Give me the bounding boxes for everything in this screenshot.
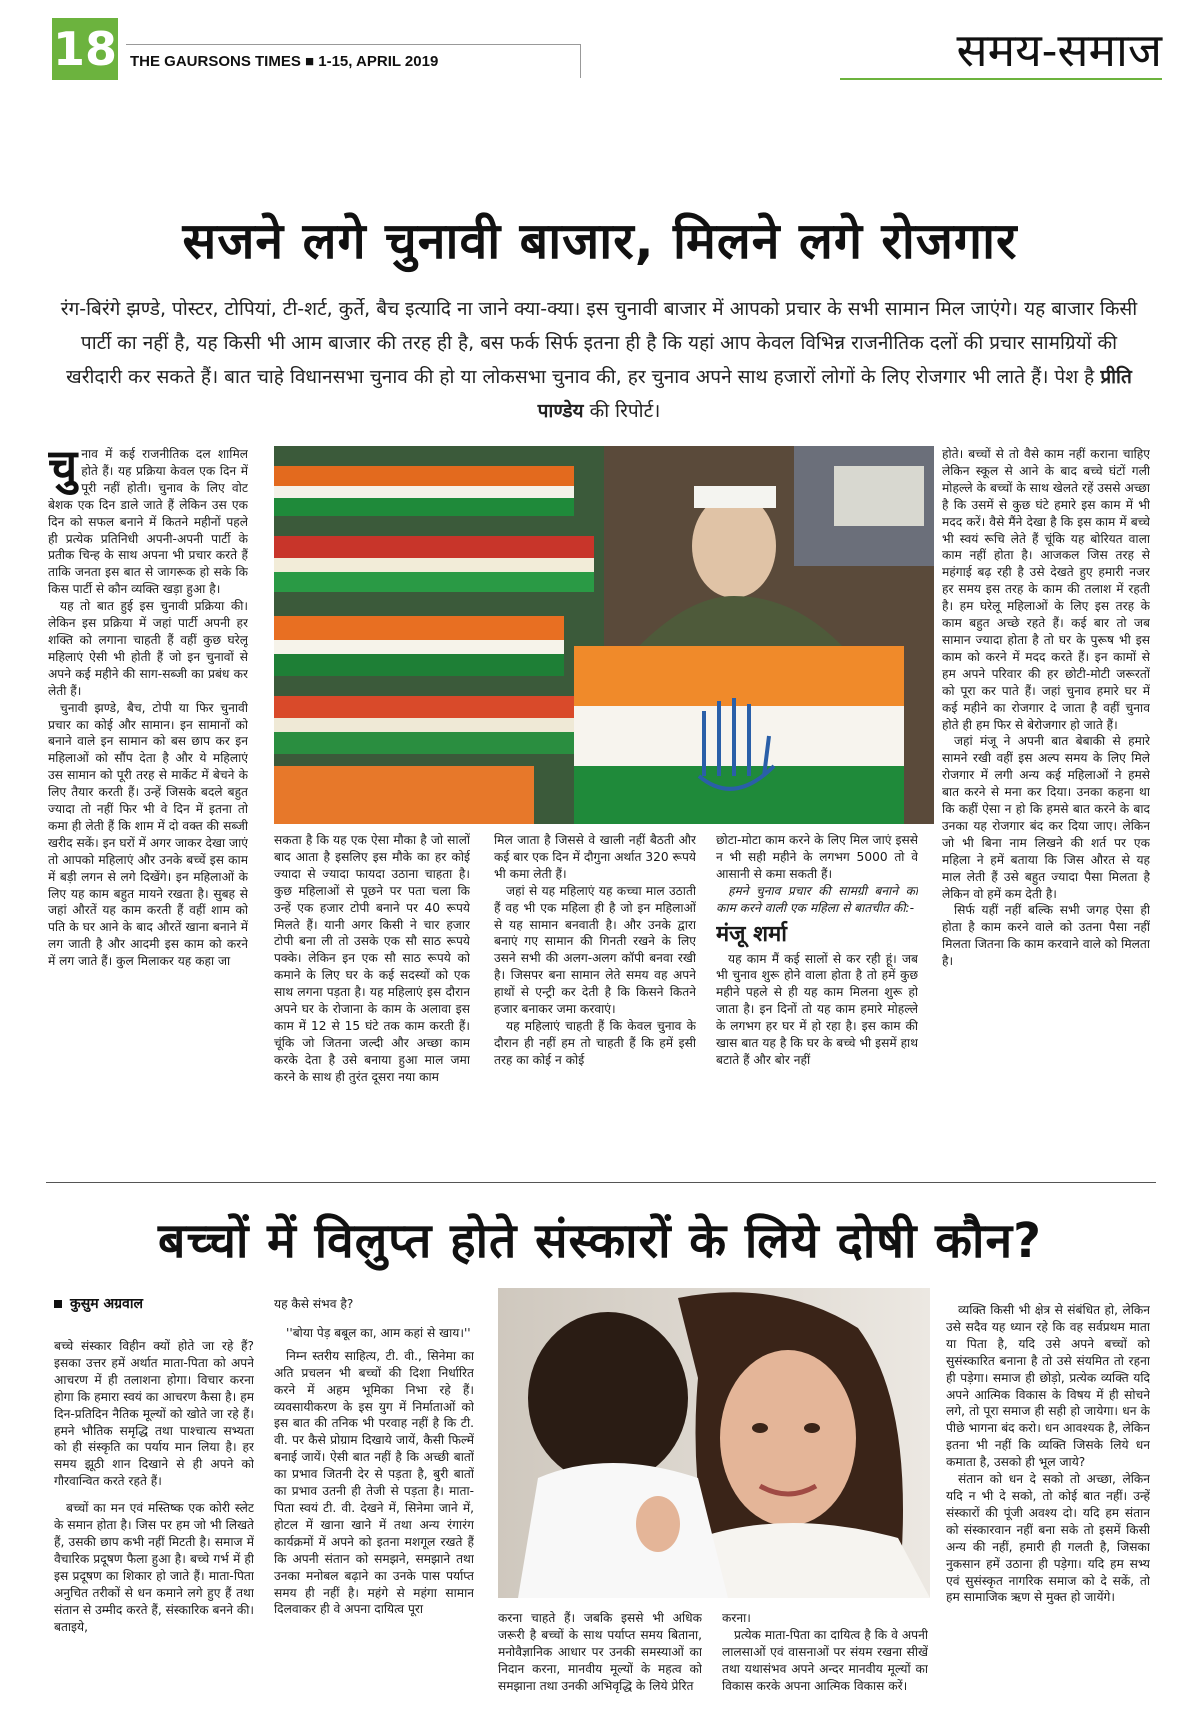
article2-column-5 <box>946 1302 1150 1718</box>
article-divider <box>46 1182 1156 1183</box>
paragraph: यह कैसे संभव है? <box>274 1297 354 1311</box>
intro-end: की रिपोर्ट। <box>589 400 661 422</box>
article1-intro <box>54 292 1144 428</box>
article1-column-2 <box>274 832 470 1168</box>
article2-column-2 <box>274 1296 474 1718</box>
article1-column-4 <box>716 832 918 1168</box>
quote: ''बोया पेड़ बबूल का, आम कहां से खाय।'' <box>286 1325 471 1340</box>
paragraph: संतान को धन दे सको तो अच्छा, लेकिन यदि न भी दे सको, तो कोई बात नहीं। उन्हें संस्कारों की पूंजी अवश्य दो। यदि हम संतान को संस्कारवान नहीं बना सके तो इसमें किसी अन्य की नहीं, हमारी ही गलती है, जिसका नुकसान हमें उठाना ही पड़ेगा। यदि हम सभ्य एवं सुसंस्कृत नागरिक समाज को दे सकें, तो हम सामाजिक ऋण से मुक्त हो जायेंगे। <box>946 1472 1150 1605</box>
paragraph: व्यक्ति किसी भी क्षेत्र से संबंधित हो, लेकिन उसे सदैव यह ध्यान रहे कि वह सर्वप्रथम माता या पिता है, यदि उसे अपने बच्चों को सुसंस्कारित बनाना है तो उसे संयमित तो रहना ही पड़ेगा। समाज ही छोड़ो, प्रत्येक व्यक्ति यदि अपने आत्मिक विकास के विषय में ही सोचने लगे, तो पूरा समाज ही सही हो जायेगा। धन के पीछे भागना बंद करो। धन आवश्यक है, लेकिन इतना भी नहीं कि व्यक्ति जिसके लिये धन कमाता है, उसको ही भूल जाये? <box>946 1303 1150 1470</box>
dropcap: चु <box>48 446 78 493</box>
article2-column-3 <box>498 1610 702 1718</box>
paragraph: जहां से यह महिलाएं यह कच्चा माल उठाती हैं वह भी एक महिला ही है जो इन महिलाओं से यह सामान बनवाती है। और उनके द्वारा बनाएं गए सामान की गिनती रखने के लिए उसने सभी की अलग-अलग कॉपी बनवा रखी है। जिसपर बना सामान लेते समय वह अपने हाथों से एन्ट्री कर देती है कि किसने कितने हजार बनाकर जमा करवाएं। <box>494 883 696 1017</box>
paragraph: चुनावी झण्डे, बैच, टोपी या फिर चुनावी प्रचार का कोई और सामान। इन सामानों को बनाने वाले इन सामान को बस छाप कर इन महिलाओं को सौंप देता है और ये महिलाएं उस सामान को पूरी तरह से मार्केट में बेचने के लिए तैयार करती हैं। उन्हें जिसके बदले बहुत ज्यादा तो नहीं फिर भी वे दिन में इतना तो कमा ही लेती हैं कि शाम में दो वक्त की सब्जी खरीद सकें। इन घरों में अगर जाकर देखा जाएं तो आपको महिलाएं और उनके बच्चें इस काम में बड़ी लगन से लगे दिखेंगे। इन महिलाओं के लिए यह काम बहुत मायने रखता है। सुबह से जहां औरतें यह काम करती हैं वहीं शाम को पति के घर आने के बाद औरतें खाना बनाने में लग जाती है और आदमी इस काम को करने में लग जाते हैं। कुल मिलाकर यह कहा जा <box>48 700 248 969</box>
paragraph: मिल जाता है जिससे वे खाली नहीं बैठती और कई बार एक दिन में दौगुना अर्थात 320 रूपये भी कमा लेती हैं। <box>494 833 696 881</box>
interviewee-name: मंजू शर्मा <box>716 921 787 947</box>
masthead: THE GAURSONS TIMES ■ 1-15, APRIL 2019 <box>126 44 581 78</box>
paragraph: छोटा-मोटा काम करने के लिए मिल जाएं इससे न भी सही महीने के लगभग 5000 तो वे आसानी से कमा सकती हैं। <box>716 833 918 881</box>
paragraph: जहां मंजू ने अपनी बात बेबाकी से हमारे सामने रखी वहीं इस अल्प समय के लिए मिले रोजगार में लगी अन्य कई महिलाओं ने हमसे बात करने से मना कर दिया। उनका कहना था कि कहीं ऐसा न हो कि हमसे बात करने के बाद उनका यह रोजगार बंद कर दिया जाए। लेकिन जो भी बिना नाम लिखने की शर्त पर एक महिला ने हमें बताया कि जिस औरत से यह माल लेती हैं उसे बहुत ज्यादा पैसा मिलता है लेकिन वो हमें कम देती है। <box>942 734 1150 901</box>
section-title: समय-समाज <box>956 23 1162 77</box>
paragraph: करना। <box>722 1611 751 1625</box>
article2-column-1 <box>54 1338 254 1718</box>
article2-headline: बच्चों में विलुप्त होते संस्कारों के लिये दोषी कौन? <box>158 1213 1042 1269</box>
election-market-photo <box>274 446 934 824</box>
intro-author: प्रीति पाण्डेय <box>537 366 1132 422</box>
mother-child-photo <box>498 1288 930 1598</box>
article1-column-3 <box>494 832 696 1168</box>
intro-text: रंग-बिरंगे झण्डे, पोस्टर, टोपियां, टी-शर्ट, कुर्ते, बैच इत्यादि ना जाने क्या-क्या। इस चुनावी बाजार में आपको प्रचार के सभी सामान मिल जाएंगे। यह बाजार किसी पार्टी का नहीं है, यह किसी भी आम बाजार की तरह ही है, बस फर्क सिर्फ इतना ही है कि यहां आप केवल विभिन्न राजनीतिक दलों की प्रचार सामग्रियों की खरीदारी कर सकते हैं। बात चाहे विधानसभा चुनाव की हो या लोकसभा चुनाव की, हर चुनाव अपने साथ हजारों लोगों के लिए रोजगार भी लाते हैं। पेश है <box>60 298 1138 388</box>
paragraph: यह तो बात हुई इस चुनावी प्रक्रिया की। लेकिन इस प्रक्रिया में जहां पार्टी अपनी हर शक्ति को लगाना चाहती हैं वहीं कुछ घरेलू महिलाएं ऐसी भी होती हैं जो इन चुनावों से अपने कई महीने की साग-सब्जी का प्रबंध कर लेती हैं। <box>48 599 248 698</box>
article1-column-5 <box>942 446 1150 1168</box>
article1-headline: सजने लगे चुनावी बाजार, मिलने लगे रोजगार <box>182 212 1018 270</box>
article2-column-4 <box>722 1610 928 1718</box>
paragraph: करना चाहते हैं। जबकि इससे भी अधिक जरूरी है बच्चों के साथ पर्याप्त समय बिताना, मनोवैज्ञानिक आधार पर उनकी समस्याओं का निदान करना, मानवीय मूल्यों के महत्व को समझाना तथा उनकी अभिवृद्धि के लिये प्रेरित <box>498 1611 702 1693</box>
paragraph: प्रत्येक माता-पिता का दायित्व है कि वे अपनी लालसाओं एवं वासनाओं पर संयम रखना सीखें तथा यथासंभव अपने अन्दर मानवीय मूल्यों का विकास करके अपना आत्मिक विकास करें। <box>722 1627 928 1693</box>
byline-square <box>54 1300 62 1308</box>
paragraph: सकता है कि यह एक ऐसा मौका है जो सालों बाद आता है इसलिए इस मौके का हर कोई ज्यादा से ज्यादा फायदा उठाना चाहता है। कुछ महिलाओं से पूछने पर पता चला कि उन्हें एक हजार टोपी बनाने पर 40 रूपये मिलते हैं। यानी अगर किसी ने चार हजार टोपी बना ली तो उसके एक सौ साठ रूपये पक्के। लेकिन इन एक सौ साठ रूपये को कमाने के लिए घर के कई सदस्यों को एक साथ लगना पड़ता है। यह महिलाएं इस दौरान अपने घर के रोजाना के काम के अलावा इस काम में 12 से 15 घंटे तक काम करती हैं। चूंकि जो जितना जल्दी और अच्छा काम करके देता है उसे बनाया हुआ माल जमा करने के साथ ही तुरंत दूसरा नया काम <box>274 833 470 1084</box>
paragraph: निम्न स्तरीय साहित्य, टी. वी., सिनेमा का अति प्रचलन भी बच्चों की दिशा निर्धारित करने में अहम भूमिका निभा रहे हैं। व्यवसायीकरण के इस युग में निर्माताओं को इस बात की तनिक भी परवाह नहीं है कि टी. वी. पर कैसे प्रोग्राम दिखाये जायें, कैसी फिल्में बनाई जायें। ऐसी बात नहीं है कि अच्छी बातों का प्रभाव जितनी देर से पड़ता है, बुरी बातों का प्रभाव उतनी ही तेजी से पड़ता है। माता-पिता स्वयं टी. वी. देखने में, सिनेमा जाने में, होटल में खाना खाने में तथा अन्य रंगारंग कार्यक्रमों में अपने को इतना मशगूल रखते हैं कि अपनी संतान को समझने, समझाने तथा उनका मनोबल बढ़ाने का उनके पास पर्याप्त समय ही नहीं है। महंगे से महंगा सामान दिलवाकर ही वे अपना दायित्व पूरा <box>274 1348 474 1617</box>
paragraph: होते। बच्चों से तो वैसे काम नहीं कराना चाहिए लेकिन स्कूल से आने के बाद बच्चे घंटों गली मोहल्ले के बच्चों के साथ खेलते रहें उससे अच्छा है कि उसमें से कुछ घंटे हमारे इस काम में भी मदद करें। वैसे मैंने देखा है कि इस काम में बच्चे भी स्वयं रूचि लेते हैं चूंकि यह बोरियत वाला काम नहीं होता है। आजकल जिस तरह से महंगाई बढ़ रही है उसे देखते हुए हमारी नजर हर समय इस तरह के काम की तलाश में रहती है। हम घरेलू महिलाओं के लिए इस तरह के काम बहुत अच्छे रहते हैं। कई बार तो जब सामान ज्यादा होता है तो घर के पुरूष भी इस काम को करने में मदद करते हैं। इन कामों से हम अपने परिवार की हर छोटी-मोटी जरूरतों को पूरा कर पाते हैं। जहां चुनाव हमारे घर में कई महीने का रोजगार दे जाता है वहीं चुनाव होते ही हम फिर से बेरोजगार हो जाते हैं। <box>942 447 1150 732</box>
paragraph: यह महिलाएं चाहती हैं कि केवल चुनाव के दौरान ही नहीं हम तो चाहती हैं कि हमें इसी तरह का कोई न कोई <box>494 1018 696 1067</box>
article2-byline <box>54 1294 254 1313</box>
interview-note: हमने चुनाव प्रचार की सामग्री बनाने का काम करने वाली एक महिला से बातचीत की:- <box>716 883 918 915</box>
page-number: 18 <box>52 18 118 80</box>
paragraph: सिर्फ यहीं नहीं बल्कि सभी जगह ऐसा ही होता है काम करने वाले को उतना पैसा नहीं मिलता जितना कि काम करवाने वाले को मिलता है। <box>942 903 1150 969</box>
paragraph: बच्चों का मन एवं मस्तिष्क एक कोरी स्लेट के समान होता है। जिस पर हम जो भी लिखते हैं, उसकी छाप कभी नहीं मिटती है। समाज में वैचारिक प्रदूषण फैला हुआ है। बच्चे गर्भ में ही इस प्रदूषण का शिकार हो जाते हैं। माता-पिता अनुचित तरीकों से धन कमाने लगे हुए हैं तथा संतान से उम्मीद करते हैं, संस्कारिक बनने की। बताइये, <box>54 1501 254 1634</box>
section-rule <box>840 78 1162 80</box>
paragraph: नाव में कई राजनीतिक दल शामिल होते हैं। यह प्रक्रिया केवल एक दिन में पूरी नहीं होती। चुनाव के लिए वोट बेशक एक दिन डाले जाते हैं लेकिन उस एक दिन को सफल बनाने में कितने महीनों पहले ही प्रत्येक प्रतिनिधी अपनी-अपनी पार्टी के प्रतीक चिन्ह के साथ अपना भी प्रचार करते हैं ताकि जनता इस बात से जागरूक हो सके कि किस पार्टी से कौन व्यक्ति खड़ा हुआ है। <box>48 447 248 597</box>
article1-column-1 <box>48 446 248 1166</box>
paragraph: यह काम मैं कई सालों से कर रही हूं। जब भी चुनाव शुरू होने वाला होता है तो हमें कुछ महीने पहले से ही यह काम मिलना शुरू हो जाता है। इन दिनों तो यह काम हमारे मोहल्ले के लगभग हर घर में हो रहा है। इस काम की खास बात यह है कि घर के बच्चे भी इसमें हाथ बटाते हैं और बोर नहीं <box>716 951 918 1067</box>
byline-name: कुसुम अग्रवाल <box>70 1296 143 1312</box>
paragraph: बच्चे संस्कार विहीन क्यों होते जा रहे हैं? इसका उत्तर हमें अर्थात माता-पिता को अपने आचरण में ही तलाशना होगा। विचार करना होगा कि हमारा स्वयं का आचरण कैसा है। हम दिन-प्रतिदिन नैतिक मूल्यों को खोते जा रहे हैं। हमने भौतिक समृद्धि तथा पाश्चात्य सभ्यता को ही संस्कृति का पर्याय मान लिया है। हर समय झूठी शान दिखाने से ही अपने को गौरवान्वित करते रहते हैं। <box>54 1339 254 1489</box>
